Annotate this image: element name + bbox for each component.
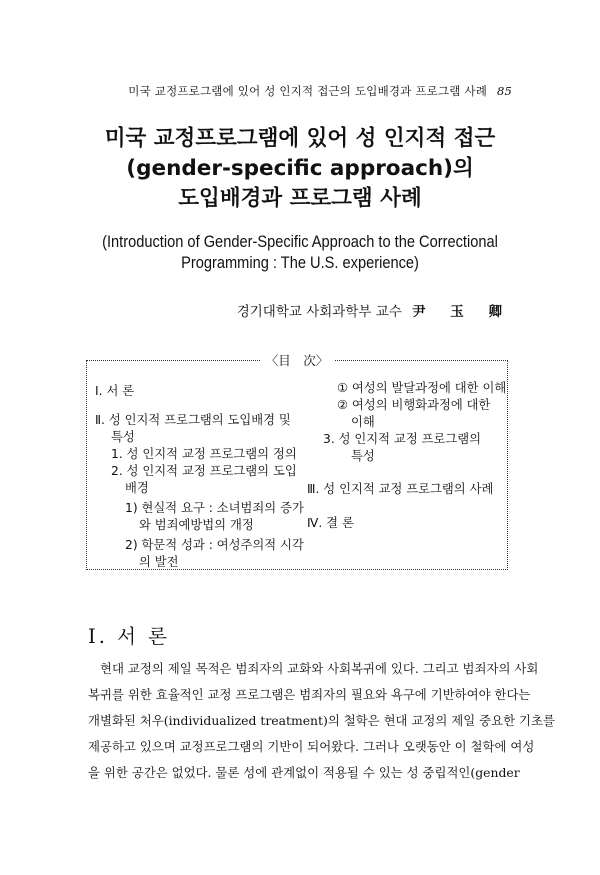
author-affiliation: 경기대학교 사회과학부 교수 [236, 304, 402, 320]
running-header-text: 미국 교정프로그램에 있어 성 인지적 접근의 도입배경과 프로그램 사례 [128, 84, 488, 98]
korean-title-line-3: 도입배경과 프로그램 사례 [178, 186, 422, 211]
english-title-line-1: (Introduction of Gender-Specific Approach to the Correctional [102, 232, 498, 251]
toc-item: 이해 [351, 415, 375, 429]
body-line: 복귀를 위한 효율적인 교정 프로그램은 범죄자의 필요와 욕구에 기반하여야 한다는 [88, 687, 531, 702]
toc-item: ① 여성의 발달과정에 대한 이해 [337, 381, 507, 395]
toc-item: Ⅱ. 성 인지적 프로그램의 도입배경 및 [95, 413, 291, 427]
table-of-contents [86, 353, 508, 570]
author-line [237, 300, 512, 320]
toc-item: 와 범죄예방법의 개정 [139, 518, 254, 532]
title-block [60, 124, 540, 273]
author-name: 尹 玉 卿 [412, 304, 512, 320]
toc-item: 2. 성 인지적 교정 프로그램의 도입 [111, 464, 297, 478]
toc-right-column [307, 383, 507, 532]
toc-item: 특성 [351, 449, 375, 463]
running-header [128, 83, 512, 99]
toc-item: 2) 학문적 성과 : 여성주의적 시각 [125, 538, 304, 552]
toc-heading: 〈目 次〉 [87, 352, 507, 370]
toc-item: 의 발전 [139, 555, 179, 569]
body-line: 을 위한 공간은 없었다. 물론 성에 관계없이 적용될 수 있는 성 중립적인(gender [88, 765, 520, 780]
toc-item: Ⅳ. 결 론 [307, 516, 354, 530]
korean-title-line-1: 미국 교정프로그램에 있어 성 인지적 접근 [104, 126, 496, 151]
body-line: 개별화된 처우(individualized treatment)의 철학은 현대 교정의 제일 중요한 기초를 [88, 713, 555, 728]
body-paragraph [88, 656, 555, 786]
body-line: 제공하고 있으며 교정프로그램의 기반이 되어왔다. 그러나 오랫동안 이 철학에 여성 [88, 739, 535, 754]
toc-item: Ⅰ. 서 론 [95, 384, 135, 398]
toc-item: 1) 현실적 요구 : 소녀범죄의 증가 [125, 501, 304, 515]
toc-item: 특성 [111, 430, 135, 444]
toc-left-column [95, 383, 304, 571]
toc-item: ② 여성의 비행화과정에 대한 [337, 398, 491, 412]
toc-item: Ⅲ. 성 인지적 교정 프로그램의 사례 [307, 482, 494, 496]
toc-item: 배경 [125, 481, 149, 495]
english-title-line-2: Programming : The U.S. experience) [181, 253, 419, 272]
section-heading: Ⅰ. 서 론 [88, 625, 170, 648]
toc-item: 1. 성 인지적 교정 프로그램의 정의 [111, 447, 297, 461]
english-title [94, 231, 507, 273]
korean-title [60, 124, 540, 214]
body-line: 현대 교정의 제일 목적은 범죄자의 교화와 사회복귀에 있다. 그리고 범죄자의 사회 [100, 661, 539, 676]
toc-item: 3. 성 인지적 교정 프로그램의 [323, 432, 482, 446]
korean-title-line-2: (gender-specific approach)의 [126, 156, 474, 181]
page-number: 85 [496, 84, 512, 98]
